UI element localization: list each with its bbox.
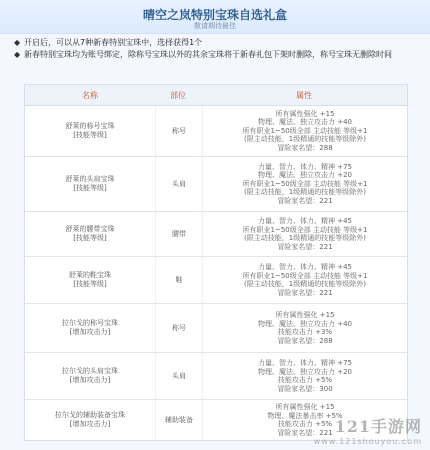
attribute-line: 所有属性强化 +15 (275, 109, 335, 118)
gem-slot: 称号 (156, 106, 203, 156)
gem-name-cell (25, 106, 156, 156)
attribute-line: (限主动技能，1级精通的技能等级除外) (244, 280, 366, 288)
attribute-line: 冒险家名望：221 (277, 428, 333, 437)
gem-name-cell (25, 400, 156, 440)
attribute-line: (限主动技能，1级精通的技能等级除外) (244, 188, 366, 197)
attribute-line: 技能攻击力 +5% (277, 420, 333, 428)
gem-attributes (203, 304, 407, 352)
attribute-line: 所有属性强化 +15 (275, 403, 335, 411)
bullet-icon: ◆ (14, 50, 21, 59)
column-header-slot: 部位 (170, 90, 186, 100)
attribute-line: 物理、魔法、独立攻击力 +20 (258, 367, 352, 376)
attribute-line: 技能攻击力 +3% (277, 328, 333, 336)
page-subtitle: 敬请期待最佳 (194, 22, 236, 30)
gem-slot: 鞋 (156, 257, 203, 303)
attribute-line: (限主动技能，1级精通的技能等级除外) (244, 234, 366, 242)
gem-name-cell (25, 157, 156, 211)
attribute-line: 力量、智力、体力、精神 +75 (258, 359, 352, 367)
gem-name-cell (25, 353, 156, 399)
gem-type: [技能等级] (73, 131, 107, 139)
gem-attributes (203, 212, 407, 256)
bullet-icon: ◆ (14, 38, 21, 47)
gem-name-cell (25, 304, 156, 352)
gem-attributes (203, 257, 407, 303)
attribute-line: 所有职业1~50级全部 主动技能 等级+1 (242, 179, 368, 188)
attribute-line: 物理、魔法、独立攻击力 +40 (258, 319, 352, 328)
attribute-line: 技能攻击力 +5% (277, 376, 333, 384)
attribute-line: 力量、智力、体力、精神 +45 (258, 263, 352, 271)
attribute-line: 冒险家名望：221 (277, 242, 333, 251)
attribute-line: 所有职业1~50级全部 主动技能 等级+1 (242, 225, 368, 234)
gem-name: 舒莱的称号宝珠 (65, 122, 115, 130)
attribute-line: 物理、魔法、独立攻击力 +20 (258, 171, 352, 180)
attribute-line: 力量、智力、体力、精神 +75 (258, 162, 352, 171)
page-title: 晴空之岚特别宝珠自选礼盒 (142, 8, 287, 22)
watermark-url: www.121shouyou.com (313, 437, 422, 446)
gem-type: [增加攻击力] (69, 376, 111, 384)
gem-slot: 辅助装备 (156, 400, 203, 440)
gem-slot: 腰带 (156, 212, 203, 256)
gem-name-cell (25, 212, 156, 256)
gem-slot: 称号 (156, 304, 203, 352)
gem-name: 舒莱的鞋宝珠 (69, 271, 111, 279)
gem-attributes (203, 353, 407, 399)
table-row (25, 257, 407, 304)
attribute-line: 所有职业1~50级全部 主动技能 等级+1 (242, 126, 368, 135)
attribute-line: 所有职业1~50级全部 主动技能 等级+1 (242, 271, 368, 280)
gem-attributes (203, 157, 407, 211)
column-header-attributes: 属性 (296, 90, 312, 100)
header-banner (0, 0, 430, 34)
table-row (25, 353, 407, 400)
gem-name: 舒莱的头肩宝珠 (65, 175, 115, 183)
column-header-name: 名称 (82, 90, 98, 100)
table-row (25, 106, 407, 157)
gem-type: [技能等级] (73, 184, 107, 192)
note-text: 新春特别宝珠均为账号绑定，除称号宝珠以外的其余宝珠将于新春礼包下架时删除，称号宝珠无删除时间 (24, 50, 392, 59)
gem-type: [技能等级] (73, 280, 107, 288)
attribute-line: 冒险家名望：288 (277, 336, 333, 345)
gem-name: 舒莱的腰带宝珠 (65, 225, 115, 233)
attribute-line: (限主动技能，1级精通的技能等级除外) (244, 135, 366, 144)
table-header (25, 85, 407, 106)
gem-name: 拉尔戈的辅助装备宝珠 (55, 411, 125, 419)
gem-slot: 头肩 (156, 157, 203, 211)
attribute-line: 冒险家名望：288 (277, 143, 333, 152)
gem-name-cell (25, 257, 156, 303)
gem-type: [技能等级] (73, 234, 107, 242)
gem-table (24, 84, 408, 441)
note-item (14, 38, 410, 48)
gem-name: 拉尔戈的头肩宝珠 (62, 367, 118, 375)
note-text: 开启后，可以从7种新春特别宝珠中，选择获得1个 (24, 38, 203, 47)
watermark-title: 121手游网 (334, 417, 422, 436)
gem-type: [增加攻击力] (69, 328, 111, 336)
gem-attributes (203, 106, 407, 156)
gem-type: [增加攻击力] (69, 420, 111, 428)
gem-slot: 头肩 (156, 353, 203, 399)
table-row (25, 157, 407, 212)
notes-list (14, 38, 410, 62)
gem-name: 拉尔戈的称号宝珠 (62, 319, 118, 327)
attribute-line: 所有属性强化 +15 (275, 311, 335, 319)
attribute-line: 物理、魔法、独立攻击力 +40 (258, 118, 352, 127)
note-item (14, 50, 410, 60)
attribute-line: 冒险家名望：221 (277, 288, 333, 297)
attribute-line: 冒险家名望：300 (277, 384, 333, 393)
site-watermark (252, 414, 422, 448)
table-row (25, 212, 407, 257)
attribute-line: 物理、魔法暴击率 +5% (267, 411, 343, 420)
attribute-line: 冒险家名望：221 (277, 196, 333, 205)
attribute-line: 力量、智力、体力、精神 +45 (258, 217, 352, 225)
table-row (25, 304, 407, 353)
